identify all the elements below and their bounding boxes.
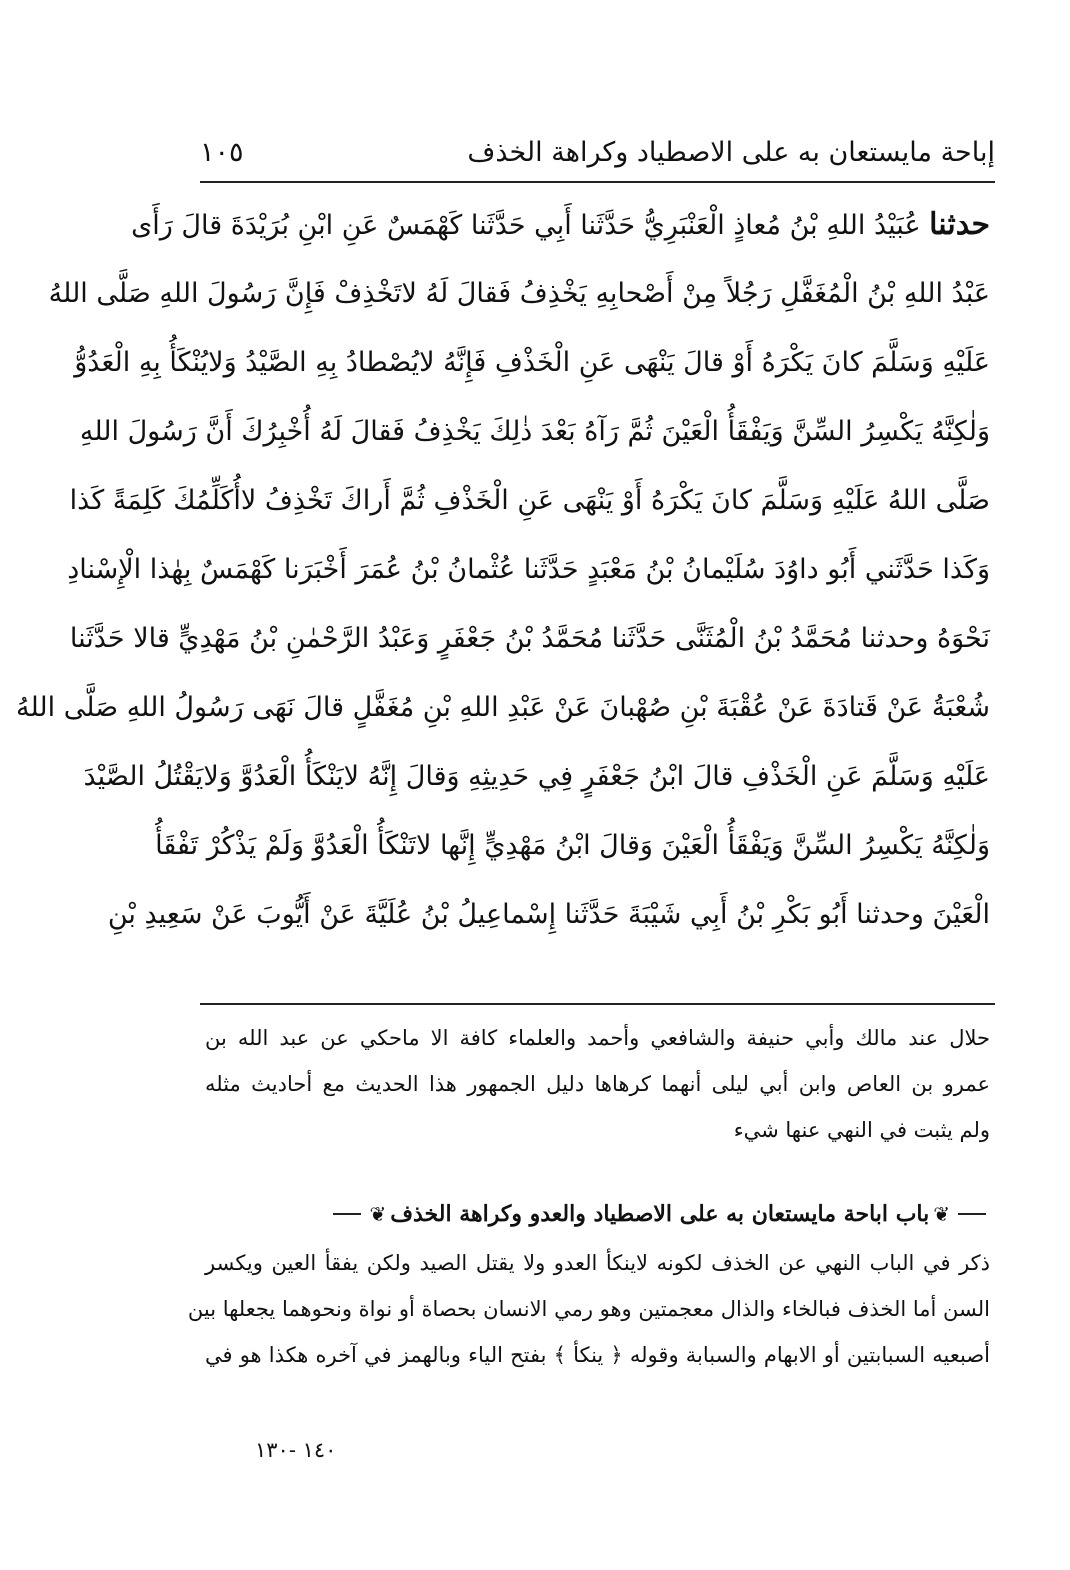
ornament-icon: ❦ (369, 1202, 387, 1226)
hadith-line (69, 466, 990, 535)
hadith-line (79, 397, 990, 466)
hadith-text-block (16, 190, 990, 949)
hadith-line (155, 811, 990, 880)
hadith-line-text: وَلٰكِنَّهُ يَكْسِرُ السِّنَّ وَيَفْقَأُ الْعَيْنَ ثُمَّ رَآهُ بَعْدَ ذٰلِكَ يَخْذِفُ فَقالَ لَهُ أُخْبِرُكَ أَنَّ رَسُولَ اللهِ (79, 416, 990, 447)
commentary-divider (200, 1003, 995, 1005)
commentary-line: عمرو بن العاص وابن أبي ليلى أنهما كرهاها دليل الجمهور هذا الحديث مع أحاديث مثله (205, 1072, 990, 1096)
hadith-line-text: وَلٰكِنَّهُ يَكْسِرُ السِّنَّ وَيَفْقَأُ الْعَيْنَ وَقالَ ابْنُ مَهْدِيٍّ إِنَّها لاتَنْكَأُ الْعَدُوَّ وَلَمْ يَذْكُرْ تَفْقَأُ (155, 830, 990, 861)
heading-dash (333, 1213, 361, 1215)
hadith-line-text: شُعْبَةُ عَنْ قَتادَةَ عَنْ عُقْبَةَ بْنِ صُهْبانَ عَنْ عَبْدِ اللهِ بْنِ مُغَفَّلٍ قالَ نَهَى رَسُولُ اللهِ صَلَّى اللهُ (16, 692, 990, 723)
hadith-line-text: صَلَّى اللهُ عَلَيْهِ وَسَلَّمَ كانَ يَكْرَهُ أَوْ يَنْهَى عَنِ الْخَذْفِ ثُمَّ أَراكَ تَخْذِفُ لاأُكَلِّمُكَ كَلِمَةً كَذا (69, 485, 990, 516)
hadith-line-text: نَحْوَهُ وحدثنا مُحَمَّدُ بْنُ الْمُثَنَّى حَدَّثَنا مُحَمَّدُ بْنُ جَعْفَرٍ وَعَبْدُ الرَّحْمٰنِ بْنُ مَهْدِيٍّ قالا حَدَّثَنا (69, 623, 990, 654)
heading-dash (958, 1213, 986, 1215)
header-divider (200, 181, 995, 183)
hadith-line (107, 880, 990, 949)
hadith-line (67, 535, 990, 604)
hadith-line-text: وَكَذا حَدَّثَني أَبُو داوُدَ سُلَيْمانُ بْنُ مَعْبَدٍ حَدَّثَنا عُثْمانُ بْنُ عُمَرَ أَخْبَرَنا كَهْمَسٌ بِهٰذا الْإِسْنادِ (67, 554, 990, 585)
hadith-line-text: عُبَيْدُ اللهِ بْنُ مُعاذٍ الْعَنْبَرِيُّ حَدَّثَنا أَبِي حَدَّثَنا كَهْمَسٌ عَنِ ابْنِ بُرَيْدَةَ قالَ رَأَى (131, 210, 921, 241)
hadith-line (74, 328, 990, 397)
page-number: ١٠٥ (200, 136, 244, 168)
commentary-line: أصبعيه السبابتين أو الابهام والسبابة وقوله ﴿ ينكأ ﴾ بفتح الياء وبالهمز في آخره هكذا هو في (205, 1343, 990, 1367)
hadith-line (48, 259, 990, 328)
running-title: إباحة مايستعان به على الاصطياد وكراهة الخذف (467, 136, 995, 168)
commentary-line: ولم يثبت في النهي عنها شيء (733, 1118, 990, 1142)
hadith-line (131, 190, 990, 259)
hadith-line-text: عَلَيْهِ وَسَلَّمَ عَنِ الْخَذْفِ قالَ ابْنُ جَعْفَرٍ فِي حَدِيثِهِ وَقالَ إِنَّهُ لايَنْكَأُ الْعَدُوَّ وَلايَقْتُلُ الصَّيْدَ (83, 761, 990, 792)
running-header (200, 128, 995, 176)
commentary-line: ذكر في الباب النهي عن الخذف لكونه لاينكأ العدو ولا يقتل الصيد ولكن يفقأ العين ويكسر (205, 1251, 991, 1275)
commentary-line: السن أما الخذف فبالخاء والذال معجمتين وهو رمي الانسان بحصاة أو نواة ونحوهما يجعلها بين (187, 1297, 990, 1321)
folio-number: ١٤٠ -١٣٠ (255, 1438, 337, 1462)
hadith-line-text: عَبْدُ اللهِ بْنُ الْمُغَفَّلِ رَجُلاً مِنْ أَصْحابِهِ يَخْذِفُ فَقالَ لَهُ لاتَخْذِفْ فَإِنَّ رَسُولَ اللهِ صَلَّى اللهُ (48, 278, 990, 309)
chapter-heading (215, 1192, 990, 1236)
hadith-line-text: عَلَيْهِ وَسَلَّمَ كانَ يَكْرَهُ أَوْ قالَ يَنْهَى عَنِ الْخَذْفِ فَإِنَّهُ لايُصْطادُ بِهِ الصَّيْدُ وَلايُنْكَأُ بِهِ الْعَدُوُّ (74, 347, 990, 378)
commentary-line: حلال عند مالك وأبي حنيفة والشافعي وأحمد والعلماء كافة الا ماحكي عن عبد الله بن (205, 1026, 990, 1050)
ornament-icon: ❦ (933, 1202, 950, 1226)
hadith-line (83, 742, 990, 811)
chapter-title: باب اباحة مايستعان به على الاصطياد والعدو وكراهة الخذف (390, 1201, 930, 1227)
hadith-line (69, 604, 990, 673)
commentary-block-2 (187, 1240, 991, 1378)
hadith-keyword: حدثنا (929, 207, 990, 242)
hadith-line (16, 673, 990, 742)
commentary-block (205, 1015, 990, 1153)
hadith-line-text: الْعَيْنَ وحدثنا أَبُو بَكْرِ بْنُ أَبِي شَيْبَةَ حَدَّثَنا إِسْماعِيلُ بْنُ عُلَيَّةَ عَنْ أَيُّوبَ عَنْ سَعِيدِ بْنِ (107, 899, 990, 930)
